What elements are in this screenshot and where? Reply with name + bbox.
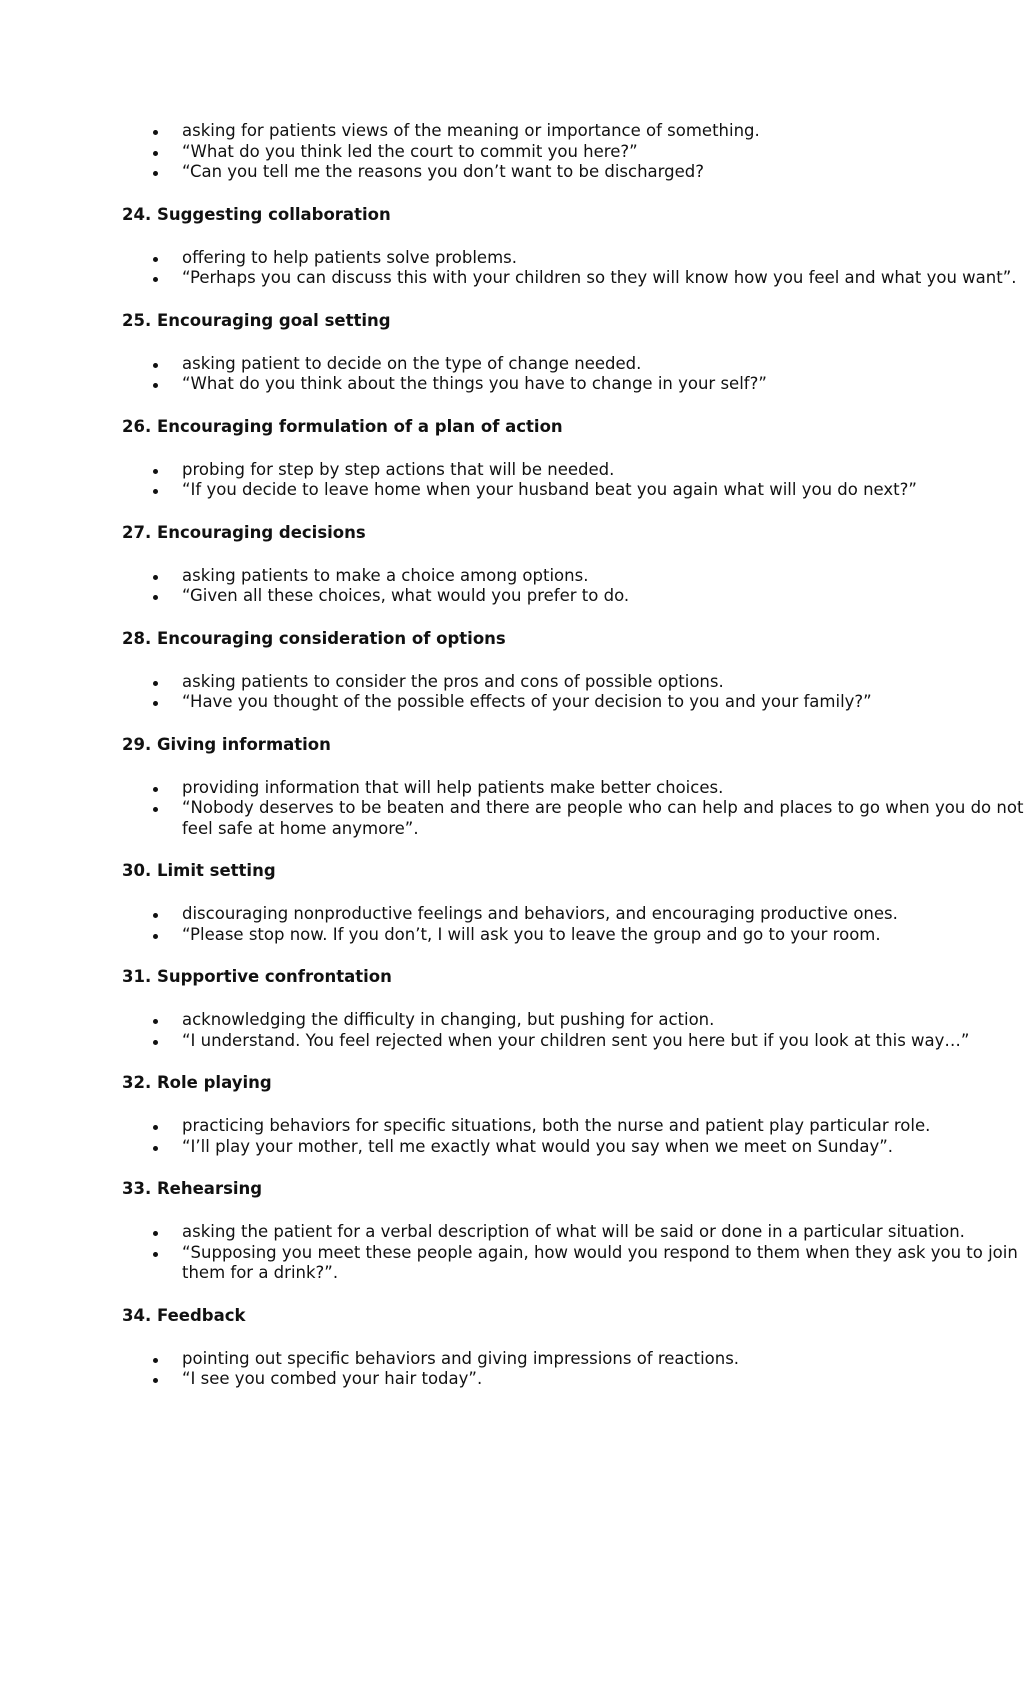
section-bullet-list [122, 566, 1024, 607]
section-heading: 33. Rehearsing [122, 1179, 263, 1198]
section [122, 417, 1024, 501]
bullet-item: “I’ll play your mother, tell me exactly what would you say when we meet on Sunday”. [182, 1137, 1024, 1158]
bullet-item: “Can you tell me the reasons you don’t want to be discharged? [182, 162, 1024, 183]
bullet-item: providing information that will help patients make better choices. [182, 778, 1024, 799]
section-heading: 30. Limit setting [122, 861, 276, 880]
section-heading: 24. Suggesting collaboration [122, 204, 391, 224]
bullet-item: “I see you combed your hair today”. [182, 1369, 1024, 1390]
section-heading: 34. Feedback [122, 1305, 246, 1325]
section [122, 1306, 1024, 1390]
bullet-item: “What do you think led the court to commit you here?” [182, 142, 1024, 163]
bullet-item: discouraging nonproductive feelings and behaviors, and encouraging productive ones. [182, 904, 1024, 925]
bullet-item: asking patient to decide on the type of change needed. [182, 354, 1024, 375]
section-heading: 28. Encouraging consideration of options [122, 628, 506, 648]
bullet-item: “Given all these choices, what would you prefer to do. [182, 586, 1024, 607]
section [122, 1179, 1024, 1284]
section [122, 311, 1024, 395]
section [122, 861, 1024, 945]
section-heading: 32. Role playing [122, 1073, 272, 1092]
bullet-item: “Perhaps you can discuss this with your children so they will know how you feel and what you want”. [182, 268, 1024, 289]
section-bullet-list [122, 354, 1024, 395]
section-bullet-list [122, 672, 1024, 713]
section-bullet-list [122, 1116, 1024, 1157]
section-bullet-list [122, 1349, 1024, 1390]
section [122, 523, 1024, 607]
section-bullet-list [122, 1010, 1024, 1051]
bullet-item: asking patients to make a choice among options. [182, 566, 1024, 587]
section [122, 629, 1024, 713]
sections-container [122, 205, 1024, 1390]
intro-bullet-list [122, 121, 1024, 183]
bullet-item: pointing out specific behaviors and giving impressions of reactions. [182, 1349, 1024, 1370]
section-bullet-list [122, 460, 1024, 501]
bullet-item: asking patients to consider the pros and cons of possible options. [182, 672, 1024, 693]
bullet-item: probing for step by step actions that will be needed. [182, 460, 1024, 481]
bullet-item: asking the patient for a verbal description of what will be said or done in a particular situation. [182, 1222, 1024, 1243]
bullet-item: offering to help patients solve problems. [182, 248, 1024, 269]
bullet-item: practicing behaviors for specific situations, both the nurse and patient play particular role. [182, 1116, 1024, 1137]
bullet-item: “If you decide to leave home when your husband beat you again what will you do next?” [182, 480, 1024, 501]
section-heading: 26. Encouraging formulation of a plan of action [122, 416, 563, 436]
bullet-item: “Supposing you meet these people again, how would you respond to them when they ask you to join them for a drink?”. [182, 1243, 1024, 1284]
bullet-item: acknowledging the difficulty in changing, but pushing for action. [182, 1010, 1024, 1031]
bullet-item: “What do you think about the things you have to change in your self?” [182, 374, 1024, 395]
section [122, 205, 1024, 289]
section-bullet-list [122, 778, 1024, 840]
section-heading: 25. Encouraging goal setting [122, 310, 391, 330]
bullet-item: asking for patients views of the meaning or importance of something. [182, 121, 1024, 142]
section-bullet-list [122, 904, 1024, 945]
section-heading: 27. Encouraging decisions [122, 522, 366, 542]
section [122, 967, 1024, 1051]
bullet-item: “Please stop now. If you don’t, I will ask you to leave the group and go to your room. [182, 925, 1024, 946]
bullet-item: “Nobody deserves to be beaten and there are people who can help and places to go when you do not feel safe at home anymore”. [182, 798, 1024, 839]
section [122, 735, 1024, 840]
section [122, 1073, 1024, 1157]
bullet-item: “Have you thought of the possible effects of your decision to you and your family?” [182, 692, 1024, 713]
section-heading: 31. Supportive confrontation [122, 967, 392, 986]
section-bullet-list [122, 248, 1024, 289]
bullet-item: “I understand. You feel rejected when your children sent you here but if you look at this way…” [182, 1031, 1024, 1052]
section-bullet-list [122, 1222, 1024, 1284]
section-heading: 29. Giving information [122, 734, 331, 754]
